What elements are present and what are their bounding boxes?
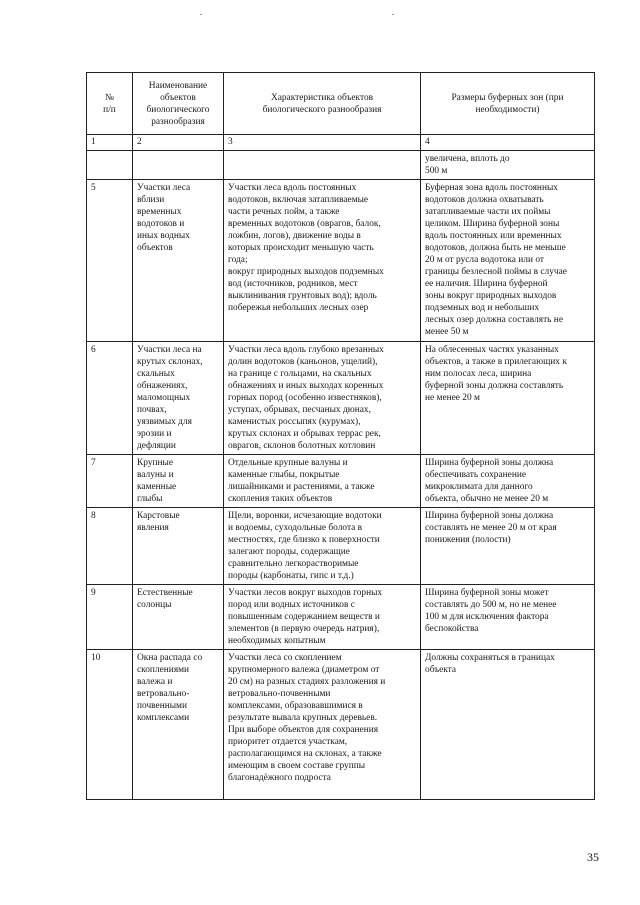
text-line: лишайниками и растениями, а также — [228, 482, 375, 492]
header-cell — [421, 73, 595, 135]
text-line: При выборе объектов для сохранения — [228, 725, 379, 735]
buffer-zone-cell — [421, 151, 595, 180]
text-line: побережья небольших лесных озер — [228, 303, 369, 313]
text-line: сравнительно легкорастворимые — [228, 559, 359, 569]
text-line: п/п — [103, 104, 116, 115]
text-line: необходимости) — [475, 104, 540, 115]
text-line: скальных — [137, 369, 175, 379]
text-line: залегают породы, содержащие — [228, 547, 350, 557]
text-line: вокруг природных выходов подземных — [228, 267, 384, 277]
row-number-cell: 6 — [87, 342, 133, 455]
text-line: объекта — [425, 665, 457, 675]
text-line: затапливаемые части их поймы — [425, 207, 551, 217]
text-line: комплексами, образовавшимися в — [228, 701, 363, 711]
characteristics-cell — [224, 180, 421, 342]
text-line: составлять не менее 20 м от края — [425, 523, 557, 533]
row-number-cell — [87, 151, 133, 180]
scan-speck — [392, 14, 394, 15]
text-line: целиком. Ширина буферной зоны — [425, 219, 560, 229]
text-line: пород или водных источников с — [228, 600, 355, 610]
text-line: ветровально- — [137, 689, 190, 699]
text-line: подземных вод и небольших — [425, 303, 540, 313]
text-line: ложбин, логов), движение воды в — [228, 231, 361, 241]
text-line: уступах, обрывах, песчаных дюнах, — [228, 405, 371, 415]
header-cell — [87, 73, 133, 135]
text-line: дефляции — [137, 441, 176, 451]
text-line: необходимых копытным — [228, 636, 326, 646]
text-line: биологического разнообразия — [262, 104, 382, 115]
object-name-cell — [133, 650, 224, 800]
text-line: обнажениях и иных выходах коренных — [228, 381, 384, 391]
characteristics-cell — [224, 151, 421, 180]
text-line: вблизи — [137, 195, 165, 205]
text-line: иных водных — [137, 231, 190, 241]
text-line: вдоль постоянных или временных — [425, 231, 562, 241]
text-line: солонцы — [137, 600, 172, 610]
text-line: 100 м для исключения фактора — [425, 612, 549, 622]
text-line: объекта, обычно не менее 20 м — [425, 494, 549, 504]
text-line: местностях, где близко к поверхности — [228, 535, 380, 545]
text-line: биологического — [146, 104, 210, 115]
column-number: 3 — [224, 135, 421, 151]
table-row — [87, 180, 595, 342]
text-line: Размеры буферных зон (при — [451, 92, 564, 103]
object-name-cell — [133, 508, 224, 585]
text-line: водотоков должна охватывать — [425, 195, 544, 205]
text-line: не менее 20 м — [425, 393, 480, 403]
header-row — [87, 73, 595, 135]
characteristics-cell — [224, 508, 421, 585]
text-line: приоритет отдается участкам, — [228, 737, 348, 747]
scan-speck — [200, 14, 202, 15]
row-number-cell: 5 — [87, 180, 133, 342]
text-line: буферной зоны должна составлять — [425, 381, 564, 391]
text-line: зоны вокруг природных выходов — [425, 291, 557, 301]
text-line: уязвимых для — [137, 417, 192, 427]
object-name-cell — [133, 151, 224, 180]
text-line: крупномерного валежа (диаметром от — [228, 665, 380, 675]
text-line: Ширина буферной зоны может — [425, 588, 549, 598]
text-line: Участки леса — [137, 183, 191, 193]
text-line: долин водотоков (каньонов, ущелий), — [228, 357, 378, 367]
text-line: почвенными — [137, 701, 187, 711]
text-line: На облесенных частях указанных — [425, 345, 559, 355]
text-line: вод (источников, родников, мест — [228, 279, 358, 289]
text-line: объектов, а также в прилегающих к — [425, 357, 567, 367]
text-line: обеспечивать сохранение — [425, 470, 527, 480]
text-line: валуны и — [137, 470, 174, 480]
text-line: имеющим в своем составе группы — [228, 761, 366, 771]
text-line: Участки леса со скоплением — [228, 653, 342, 663]
characteristics-cell — [224, 342, 421, 455]
text-line: ветровально-почвенными — [228, 689, 331, 699]
text-line: беспокойства — [425, 624, 479, 634]
text-line: результате вывала крупных деревьев. — [228, 713, 378, 723]
buffer-zone-cell — [421, 650, 595, 800]
table-row — [87, 455, 595, 508]
text-line: Отдельные крупные валуны и — [228, 458, 348, 468]
text-line: временных — [137, 207, 182, 217]
text-line: № — [105, 92, 114, 103]
text-line: Щели, воронки, исчезающие водотоки — [228, 511, 382, 521]
text-line: Карстовые — [137, 511, 180, 521]
text-line: горных пород (особенно известняков), — [228, 393, 382, 403]
text-line: и водоемы, суходольные болота в — [228, 523, 363, 533]
buffer-zone-cell — [421, 342, 595, 455]
text-line: временных водотоков (оврагов, балок, — [228, 219, 381, 229]
buffer-zone-cell — [421, 180, 595, 342]
text-line: почвах, — [137, 405, 167, 415]
object-name-cell — [133, 455, 224, 508]
object-name-cell — [133, 180, 224, 342]
text-line: составлять до 500 м, но не менее — [425, 600, 557, 610]
text-line: 20 м от русла водотока или от — [425, 255, 545, 265]
buffer-zone-cell — [421, 508, 595, 585]
table-row — [87, 650, 595, 800]
table-body — [87, 151, 595, 800]
row-number-cell: 10 — [87, 650, 133, 800]
buffer-zone-cell — [421, 585, 595, 650]
header-cell — [224, 73, 421, 135]
text-line: элементов (в первую очередь натрия), — [228, 624, 380, 634]
text-line: Участки лесов вокруг выходов горных — [228, 588, 383, 598]
text-line: благонадёжного подроста — [228, 773, 331, 783]
page-number: 35 — [587, 850, 599, 864]
text-line: Крупные — [137, 458, 173, 468]
text-line: породы (карбонаты, гипс и т.д.) — [228, 571, 354, 581]
text-line: каменистых россыпях (курумах), — [228, 417, 361, 427]
column-number-row — [87, 135, 595, 151]
text-line: обнажениях, — [137, 381, 188, 391]
table-row — [87, 508, 595, 585]
header-cell — [133, 73, 224, 135]
text-line: эрозии и — [137, 429, 172, 439]
text-line: ее наличия. Ширина буферной — [425, 279, 548, 289]
text-line: Должны сохраняться в границах — [425, 653, 555, 663]
text-line: маломощных — [137, 393, 191, 403]
text-line: крутых склонах и обрывах террас рек, — [228, 429, 381, 439]
characteristics-cell — [224, 585, 421, 650]
text-line: Буферная зона вдоль постоянных — [425, 183, 558, 193]
text-line: увеличена, вплоть до — [425, 154, 510, 164]
text-line: границы безлесной поймы в случае — [425, 267, 567, 277]
characteristics-cell — [224, 650, 421, 800]
text-line: Характеристика объектов — [270, 92, 374, 103]
object-name-cell — [133, 585, 224, 650]
object-name-cell — [133, 342, 224, 455]
text-line: объектов — [160, 92, 196, 103]
text-line: Окна распада со — [137, 653, 203, 663]
row-number-cell: 8 — [87, 508, 133, 585]
text-line: Участки леса на — [137, 345, 202, 355]
buffer-zone-cell — [421, 455, 595, 508]
text-line: разнообразия — [151, 116, 205, 127]
text-line: менее 50 м — [425, 327, 469, 337]
text-line: валежа и — [137, 677, 173, 687]
text-line: ним полосах леса, ширина — [425, 369, 532, 379]
text-line: водотоков, включая затапливаемые — [228, 195, 369, 205]
text-line: на границе с гольцами, на скальных — [228, 369, 372, 379]
text-line: оврагов, склонов болотных котловин — [228, 441, 376, 451]
text-line: водотоков и — [137, 219, 185, 229]
text-line: располагающимся на склонах, а также — [228, 749, 382, 759]
text-line: повышенным содержанием веществ и — [228, 612, 380, 622]
row-number-cell: 9 — [87, 585, 133, 650]
text-line: Естественные — [137, 588, 193, 598]
text-line: Ширина буферной зоны должна — [425, 458, 554, 468]
text-line: каменные — [137, 482, 177, 492]
text-line: Участки леса вдоль глубоко врезанных — [228, 345, 384, 355]
text-line: года; — [228, 255, 248, 265]
text-line: крутых склонах, — [137, 357, 203, 367]
text-line: явления — [137, 523, 169, 533]
row-number-cell: 7 — [87, 455, 133, 508]
text-line: водотоков, должна быть не меньше — [425, 243, 566, 253]
text-line: Наименование — [148, 80, 208, 91]
text-line: скопления таких объектов — [228, 494, 333, 504]
text-line: части речных пойм, а также — [228, 207, 340, 217]
text-line: комплексами — [137, 713, 190, 723]
text-line: скоплениями — [137, 665, 190, 675]
text-line: объектов — [137, 243, 173, 253]
text-line: понижения (полости) — [425, 535, 511, 545]
text-line: микроклимата для данного — [425, 482, 533, 492]
text-line: которых происходит меньшую часть — [228, 243, 374, 253]
text-line: Участки леса вдоль постоянных — [228, 183, 357, 193]
column-number: 1 — [87, 135, 133, 151]
text-line: 500 м — [425, 166, 448, 176]
characteristics-cell — [224, 455, 421, 508]
table-row — [87, 151, 595, 180]
table-row — [87, 585, 595, 650]
biodiversity-table — [86, 72, 595, 800]
text-line: выклинивания грунтовых вод); вдоль — [228, 291, 377, 301]
text-line: Ширина буферной зоны должна — [425, 511, 554, 521]
text-line: каменные глыбы, покрытые — [228, 470, 340, 480]
column-number: 4 — [421, 135, 595, 151]
column-number: 2 — [133, 135, 224, 151]
text-line: 20 см) на разных стадиях разложения и — [228, 677, 386, 687]
text-line: лесных озер должна составлять не — [425, 315, 563, 325]
text-line: глыбы — [137, 494, 163, 504]
table-row — [87, 342, 595, 455]
